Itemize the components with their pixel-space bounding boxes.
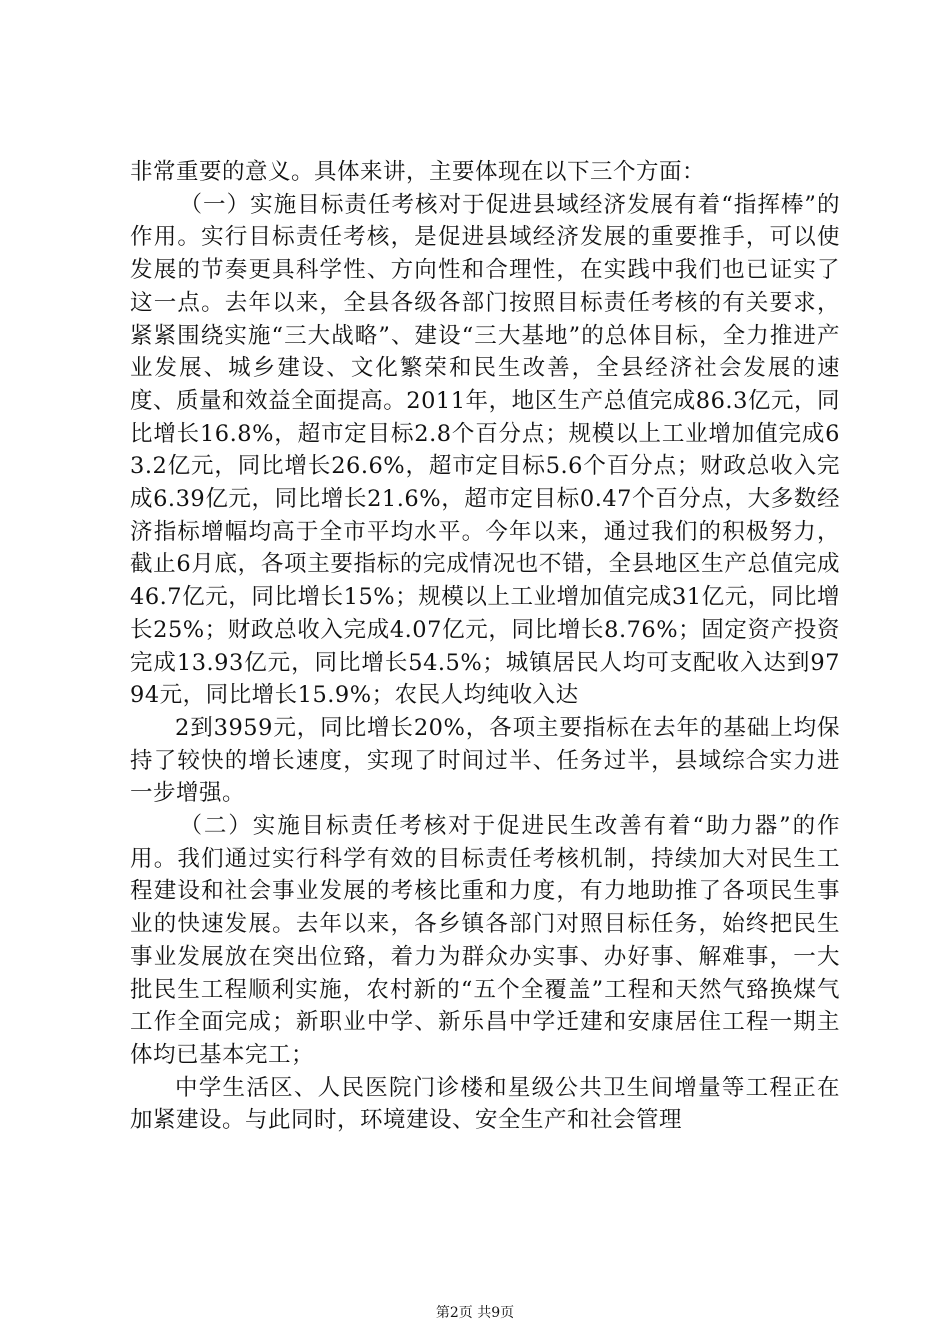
paragraph-section-one-continued: 2到3959元，同比增长20%，各项主要指标在去年的基础上均保持了较快的增长速度，实现了时间过半、任务过半，县域综合实力进一步增强。 — [130, 714, 840, 807]
document-body — [130, 156, 840, 1137]
paragraph-section-two-continued: 中学生活区、人民医院门诊楼和星级公共卫生间增量等工程正在加紧建设。与此同时，环境建设、安全生产和社会管理 — [130, 1074, 840, 1134]
page-number-footer: 第2页 共9页 — [435, 1305, 515, 1321]
paragraph-section-two: （二）实施目标责任考核对于促进民生改善有着“助力器”的作用。我们通过实行科学有效的目标责任考核机制，持续加大对民生工程建设和社会事业发展的考核比重和力度，有力地助推了各项民生事业的快速发展。去年以来，各乡镇各部门对照目标任务，始终把民生事业发展放在突出位臵，着力为群众办实事、办好事、解难事，一大批民生工程顺利实施，农村新的“五个全覆盖”工程和天然气臵换煤气工作全面完成；新职业中学、新乐昌中学迁建和安康居住工程一期主体均已基本完工； — [130, 813, 840, 1068]
paragraph-section-one: （一）实施目标责任考核对于促进县域经济发展有着“指挥棒”的作用。实行目标责任考核，是促进县域经济发展的重要推手，可以使发展的节奏更具科学性、方向性和合理性，在实践中我们也已证实了这一点。去年以来，全县各级各部门按照目标责任考核的有关要求，紧紧围绕实施“三大战略”、建设“三大基地”的总体目标，全力推进产业发展、城乡建设、文化繁荣和民生改善，全县经济社会发展的速度、质量和效益全面提高。2011年，地区生产总值完成86.3亿元，同比增长16.8%，超市定目标2.8个百分点；规模以上工业增加值完成63.2亿元，同比增长26.6%，超市定目标5.6个百分点；财政总收入完成6.39亿元，同比增长21.6%，超市定目标0.47个百分点，大多数经济指标增幅均高于全市平均水平。今年以来，通过我们的积极努力，截止6月底，各项主要指标的完成情况也不错，全县地区生产总值完成46.7亿元，同比增长15%；规模以上工业增加值完成31亿元，同比增长25%；财政总收入完成4.07亿元，同比增长8.76%；固定资产投资完成13.93亿元，同比增长54.5%；城镇居民人均可支配收入达到9794元，同比增长15.9%；农民人均纯收入达 — [130, 191, 840, 709]
paragraph-intro: 非常重要的意义。具体来讲，主要体现在以下三个方面： — [130, 159, 706, 185]
